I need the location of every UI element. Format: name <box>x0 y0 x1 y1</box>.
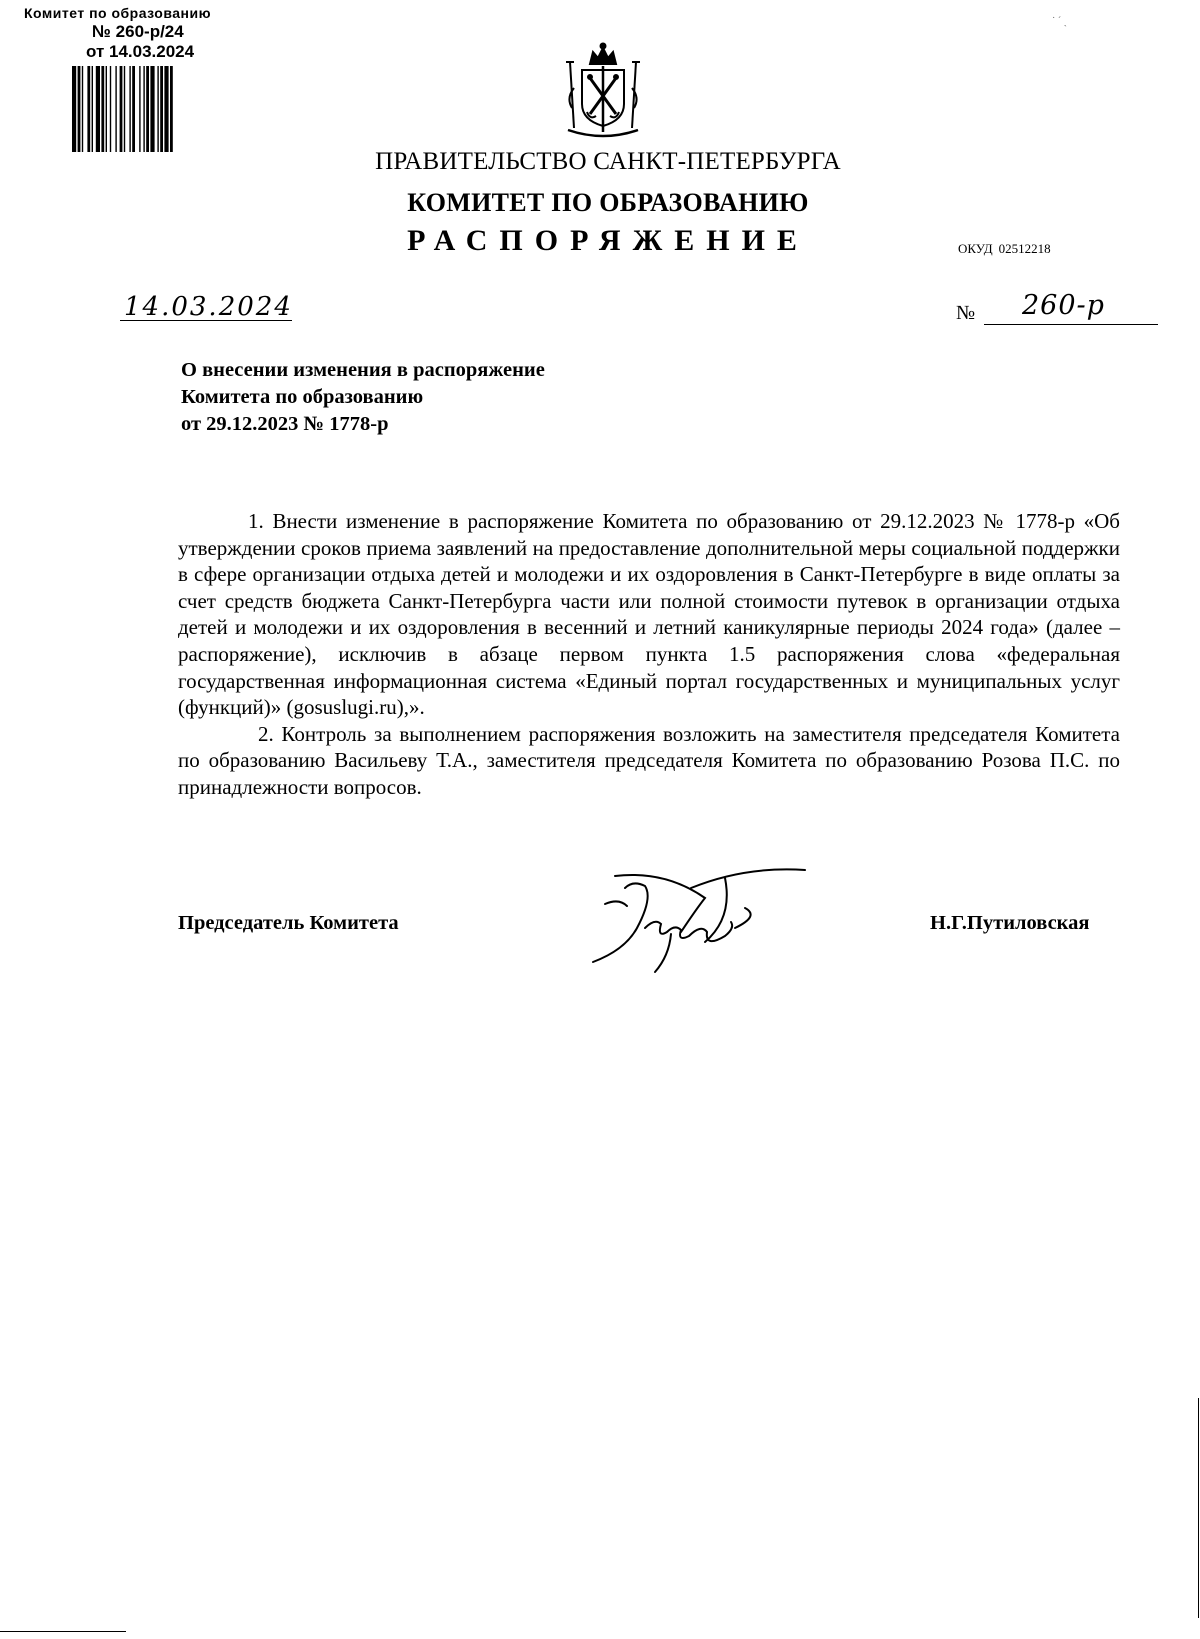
scan-edge-line <box>0 1631 126 1632</box>
document-body <box>178 508 1120 801</box>
scan-edge-line <box>1198 1398 1199 1618</box>
barcode-icon <box>72 66 204 152</box>
subject-line: О внесении изменения в распоряжение <box>181 359 545 381</box>
okud-code <box>958 241 1051 257</box>
document-subject <box>181 357 781 438</box>
document-type: РАСПОРЯЖЕНИЕ <box>407 224 809 257</box>
signatory-name: Н.Г.Путиловская <box>930 912 1090 934</box>
handwritten-number: 260-р <box>1022 290 1105 321</box>
subject-line: Комитета по образованию <box>181 386 424 408</box>
registration-stamp <box>24 4 274 62</box>
stamp-organization: Комитет по образованию <box>24 5 212 21</box>
stamp-number: № 260-р/24 <box>92 22 184 41</box>
okud-value: 02512218 <box>998 241 1051 256</box>
number-label: № <box>956 302 976 324</box>
okud-label: ОКУД <box>958 241 993 256</box>
coat-of-arms-icon <box>560 42 646 142</box>
signatory-title: Председатель Комитета <box>178 912 399 934</box>
date-underline <box>120 320 292 321</box>
number-underline <box>984 324 1158 325</box>
scan-marks: ˙ ˊ ˏ <box>1052 16 1067 27</box>
committee-title: КОМИТЕТ ПО ОБРАЗОВАНИЮ <box>407 188 809 217</box>
stamp-date: от 14.03.2024 <box>86 42 195 61</box>
handwritten-signature <box>585 858 830 976</box>
subject-line: от 29.12.2023 № 1778-р <box>181 413 389 435</box>
body-paragraph-2: 2. Контроль за выполнением распоряжения возложить на заместителя председателя Комитета по образованию Васильеву Т.А., заместителя председателя Комитета по образованию Розова П.С. по принадлежности вопросов. <box>178 721 1120 799</box>
body-paragraph-1: 1. Внести изменение в распоряжение Комитета по образованию от 29.12.2023 № 1778-р «Об утверждении сроков приема заявлений на предоставление дополнительной меры социальной поддержки в сфере организации отдыха детей и молодежи и их оздоровления в Санкт-Петербурге в виде оплаты за счет средств бюджета Санкт-Петербурга части или полной стоимости путевок в организации отдыха детей и молодежи и их оздоровления в весенний и летний каникулярные периоды 2024 года» (далее – распоряжение), исключив в абзаце первом пункта 1.5 распоряжения слова «федеральная государственная информационная система «Единый портал государственных и муниципальных услуг (функций)» (gosuslugi.ru),». <box>178 509 1120 720</box>
government-title: ПРАВИТЕЛЬСТВО САНКТ-ПЕТЕРБУРГА <box>375 148 841 175</box>
handwritten-date: 14.03.2024 <box>124 292 293 322</box>
